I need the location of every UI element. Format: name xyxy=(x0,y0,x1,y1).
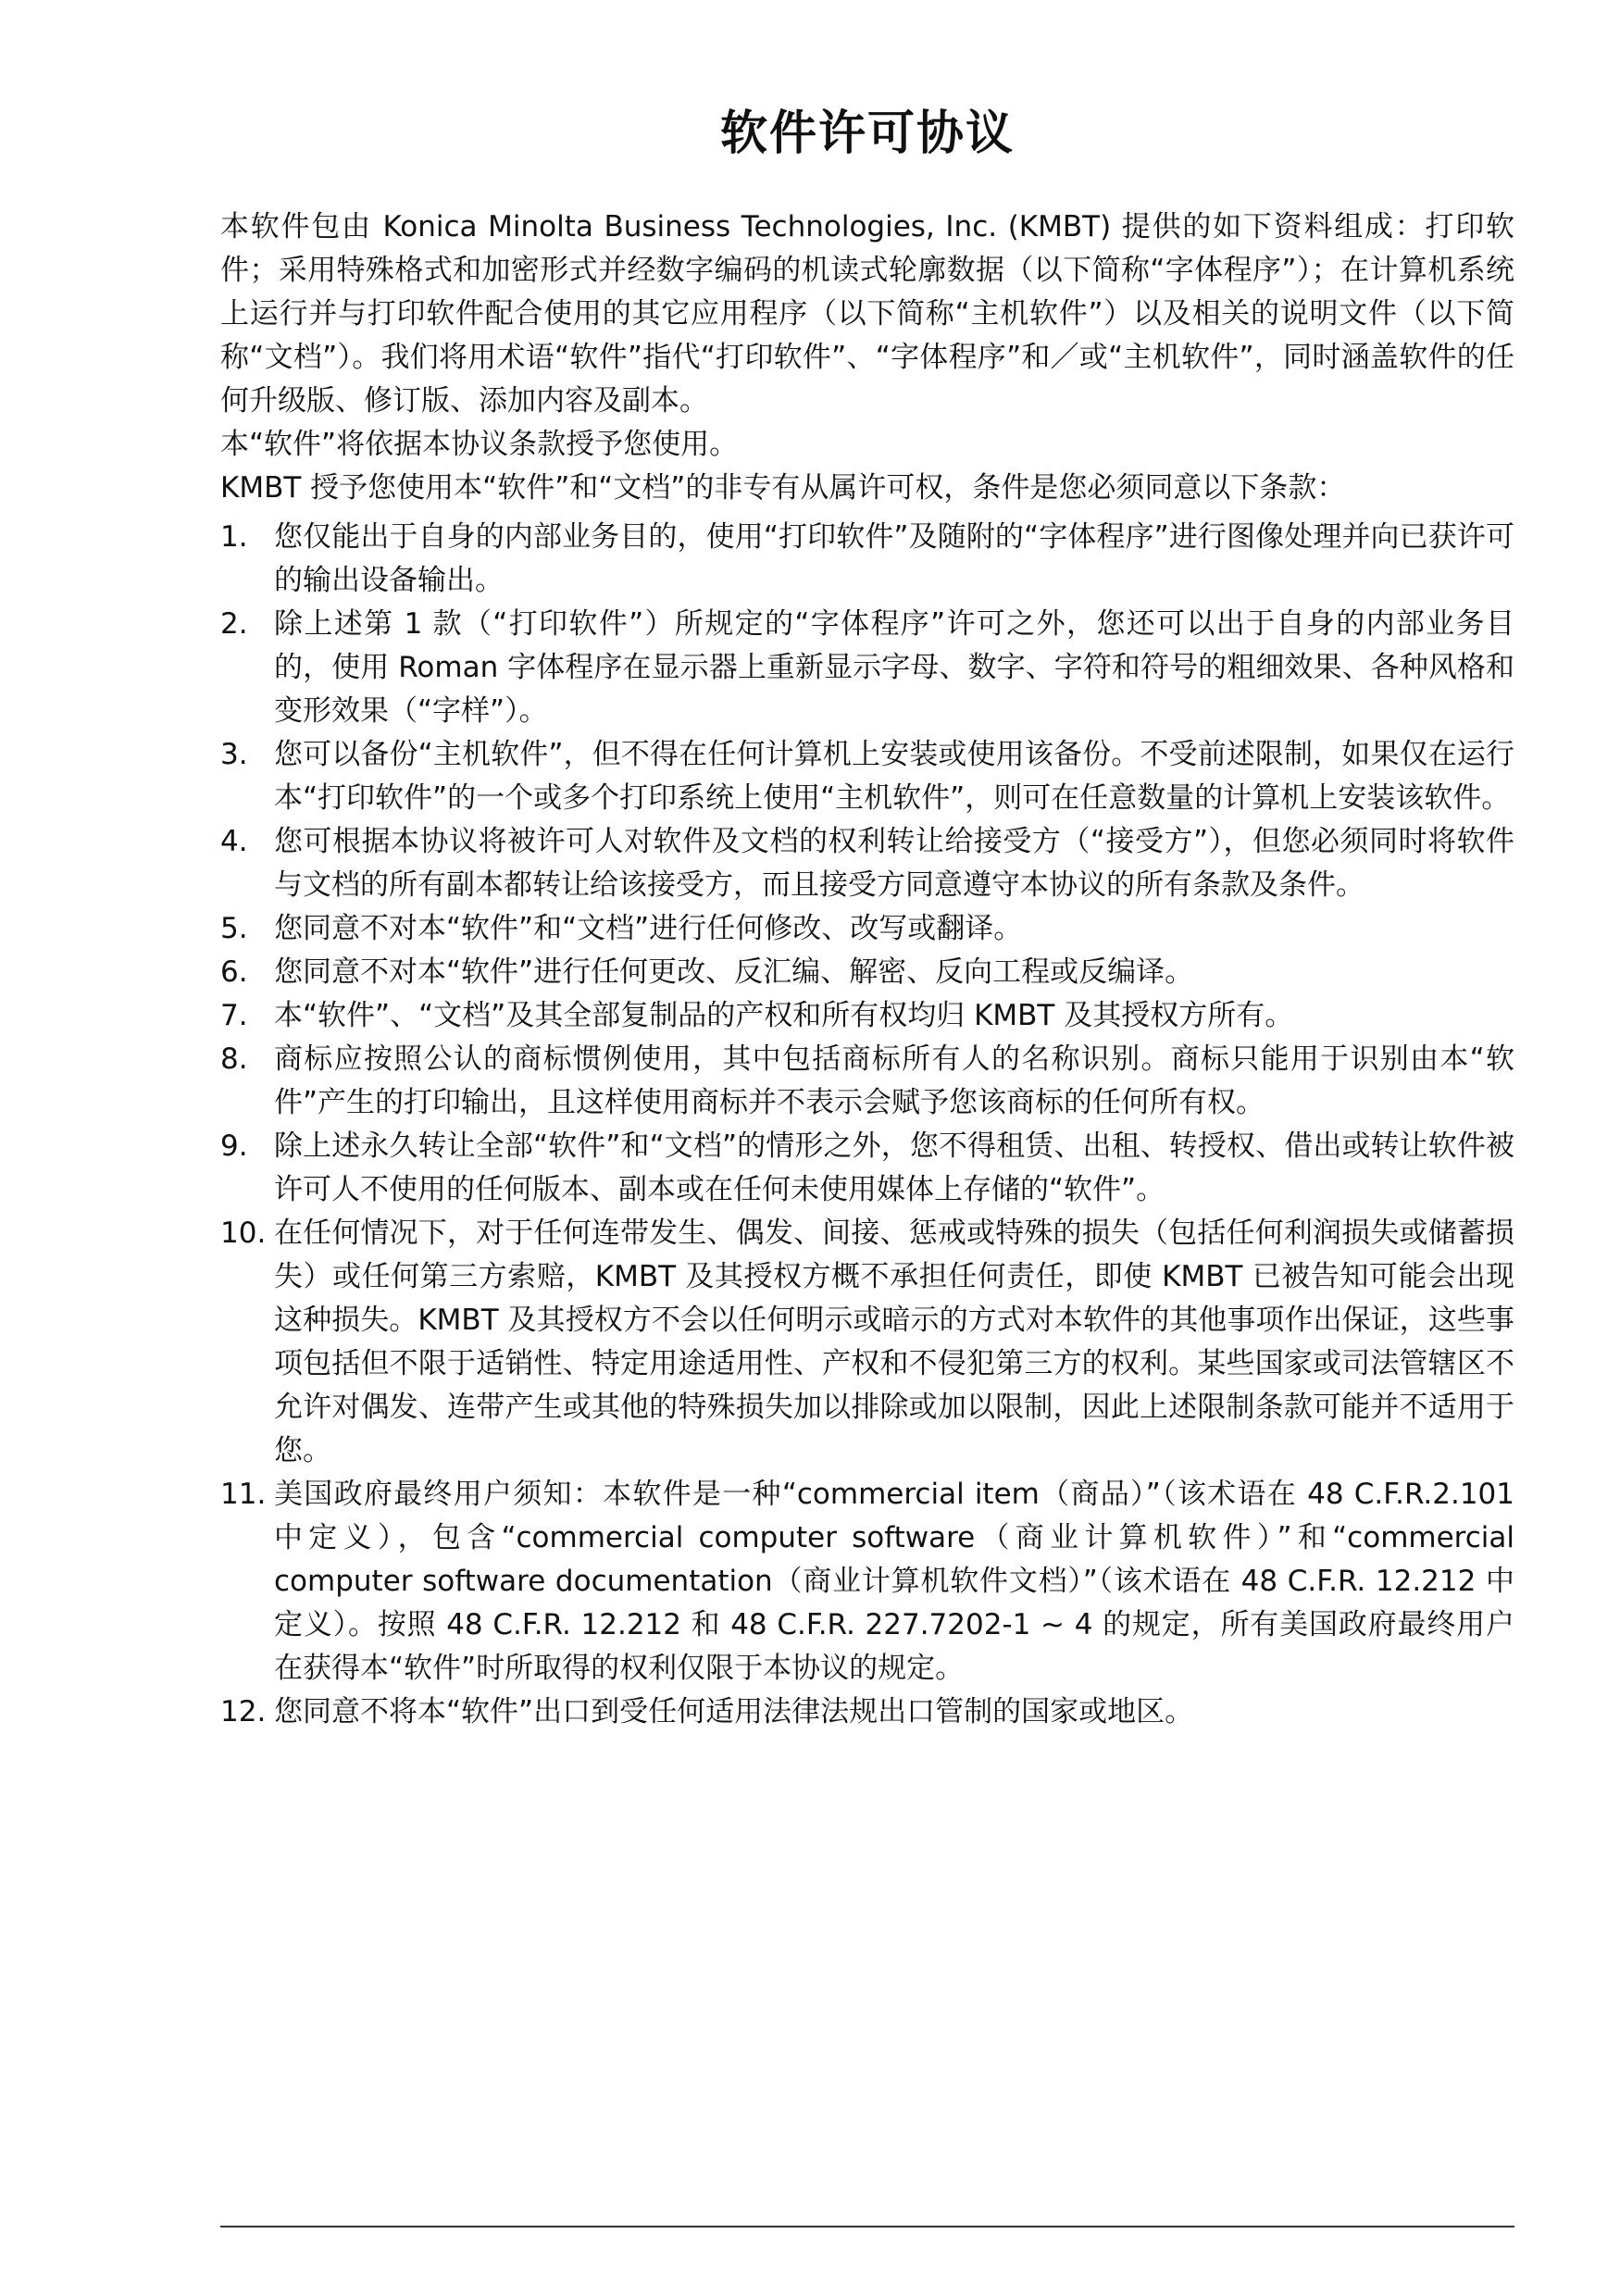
term-item xyxy=(220,951,1514,994)
term-item xyxy=(220,1038,1514,1125)
term-item xyxy=(220,820,1514,907)
term-number: 4. xyxy=(220,825,248,858)
term-text: 您仅能出于自身的内部业务目的，使用“打印软件”及随附的“字体程序”进行图像处理并向已获许可的输出设备输出。 xyxy=(274,520,1514,597)
term-number: 2. xyxy=(220,607,248,641)
term-number: 3. xyxy=(220,738,248,771)
terms-list xyxy=(220,516,1514,1734)
term-text: 商标应按照公认的商标惯例使用，其中包括商标所有人的名称识别。商标只能用于识别由本“软件”产生的打印输出，且这样使用商标并不表示会赋予您该商标的任何所有权。 xyxy=(274,1042,1514,1119)
footer-divider xyxy=(220,2226,1514,2227)
term-number: 7. xyxy=(220,999,248,1032)
term-number: 8. xyxy=(220,1042,248,1076)
term-text: 美国政府最终用户须知：本软件是一种“commercial item（商品）”（该术语在 48 C.F.R.2.101 中定义），包含“commercial computer software（商业计算机软件）”和“commercial computer software documentation（商业计算机软件文档）”（该术语在 48 C.F.R. 12.212 中定义）。按照 48 C.F.R. 12.212 和 48 C.F.R. 227.7202-1 ~ 4 的规定，所有美国政府最终用户在获得本“软件”时所取得的权利仅限于本协议的规定。 xyxy=(274,1478,1514,1685)
term-text: 在任何情况下，对于任何连带发生、偶发、间接、惩戒或特殊的损失（包括任何利润损失或储蓄损失）或任何第三方索赔，KMBT 及其授权方概不承担任何责任，即使 KMBT 已被告知可能会出现这种损失。KMBT 及其授权方不会以任何明示或暗示的方式对本软件的其他事项作出保证，这些事项包括但不限于适销性、特定用途适用性、产权和不侵犯第三方的权利。某些国家或司法管辖区不允许对偶发、连带产生或其他的特殊损失加以排除或加以限制，因此上述限制条款可能并不适用于您。 xyxy=(274,1217,1514,1467)
term-number: 11. xyxy=(220,1478,267,1511)
term-number: 5. xyxy=(220,912,248,945)
term-item xyxy=(220,1691,1514,1734)
term-item xyxy=(220,1212,1514,1473)
term-number: 9. xyxy=(220,1129,248,1163)
license-grant-statement: KMBT 授予您使用本“软件”和“文档”的非专有从属许可权，条件是您必须同意以下条款： xyxy=(220,471,1346,505)
term-number: 1. xyxy=(220,520,248,554)
term-number: 6. xyxy=(220,955,248,989)
term-text: 您同意不将本“软件”出口到受任何适用法律法规出口管制的国家或地区。 xyxy=(274,1695,1194,1728)
term-item xyxy=(220,907,1514,951)
intro-paragraph: 本软件包由 Konica Minolta Business Technologies, Inc. (KMBT) 提供的如下资料组成：打印软件；采用特殊格式和加密形式并经数字编码的机读式轮廓数据（以下简称“字体程序”）；在计算机系统上运行并与打印软件配合使用的其它应用程序（以下简称“主机软件”）以及相关的说明文件（以下简称“文档”）。我们将用术语“软件”指代“打印软件”、“字体程序”和／或“主机软件”，同时涵盖软件的任何升级版、修订版、添加内容及副本。 xyxy=(220,210,1514,418)
term-text: 除上述永久转让全部“软件”和“文档”的情形之外，您不得租赁、出租、转授权、借出或转让软件被许可人不使用的任何版本、副本或在任何未使用媒体上存储的“软件”。 xyxy=(274,1129,1514,1206)
term-number: 12. xyxy=(220,1695,267,1728)
term-item xyxy=(220,516,1514,603)
usage-statement: 本“软件”将依据本协议条款授予您使用。 xyxy=(220,428,739,461)
term-item xyxy=(220,603,1514,733)
term-text: 您可根据本协议将被许可人对软件及文档的权利转让给接受方（“接受方”），但您必须同时将软件与文档的所有副本都转让给该接受方，而且接受方同意遵守本协议的所有条款及条件。 xyxy=(274,825,1514,902)
term-item xyxy=(220,994,1514,1038)
license-document xyxy=(220,100,1514,1734)
term-text: 您同意不对本“软件”进行任何更改、反汇编、解密、反向工程或反编译。 xyxy=(274,955,1194,989)
term-text: 除上述第 1 款（“打印软件”）所规定的“字体程序”许可之外，您还可以出于自身的内部业务目的，使用 Roman 字体程序在显示器上重新显示字母、数字、字符和符号的粗细效果、各种风格和变形效果（“字样”）。 xyxy=(274,607,1514,728)
term-item xyxy=(220,733,1514,820)
term-item xyxy=(220,1473,1514,1691)
term-text: 本“软件”、“文档”及其全部复制品的产权和所有权均归 KMBT 及其授权方所有。 xyxy=(274,999,1294,1032)
term-text: 您可以备份“主机软件”，但不得在任何计算机上安装或使用该备份。不受前述限制，如果仅在运行本“打印软件”的一个或多个打印系统上使用“主机软件”，则可在任意数量的计算机上安装该软件。 xyxy=(274,738,1514,815)
term-item xyxy=(220,1125,1514,1212)
term-text: 您同意不对本“软件”和“文档”进行任何修改、改写或翻译。 xyxy=(274,912,1023,945)
document-title: 软件许可协议 xyxy=(719,106,1015,161)
term-number: 10. xyxy=(220,1217,267,1250)
